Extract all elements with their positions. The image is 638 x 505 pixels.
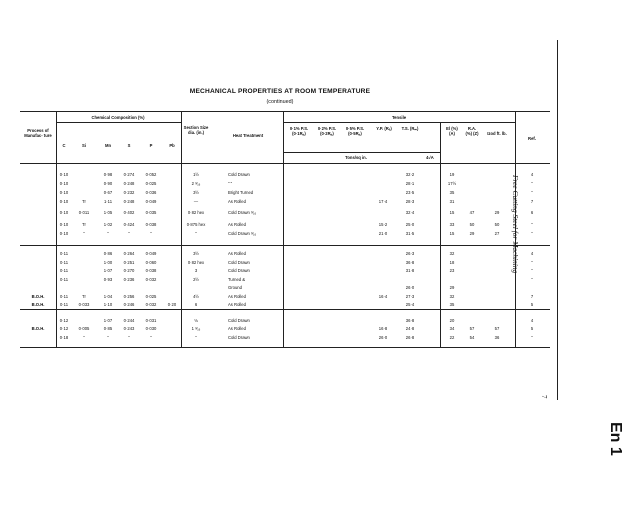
cell-s: 0·402 <box>123 210 135 215</box>
cell-ref: " <box>531 260 533 265</box>
document-id: En 1 <box>607 422 624 456</box>
cell-si: 0·005 <box>78 326 90 331</box>
cell-p: " <box>150 231 152 236</box>
cell-s: 0·264 <box>123 251 135 256</box>
cell-proc: B.O.H. <box>31 326 45 331</box>
cell-ra: 54 <box>469 335 475 340</box>
cell-pb: 0·20 <box>167 302 177 307</box>
cell-el: 33 <box>449 222 455 227</box>
cell-c: 0·10 <box>59 190 69 195</box>
cell-sec: — <box>193 199 199 204</box>
cell-c: 0·11 <box>59 302 69 307</box>
si-header: Si <box>82 143 86 148</box>
cell-c: 0·12 <box>59 318 69 323</box>
page-subtitle: (continued) <box>266 99 294 105</box>
ps05-header: 0·5% P.S. (0·5Rₚ) <box>345 126 365 136</box>
cell-sec: 1½ <box>193 172 199 177</box>
cell-ref: 4 <box>530 172 534 177</box>
col-rule <box>181 111 182 347</box>
cell-si: Tr <box>82 294 86 299</box>
cell-ts: 23·5 <box>405 190 415 195</box>
cell-el: 35 <box>449 190 455 195</box>
cell-ht: As Rolled <box>228 199 246 204</box>
cell-proc: B.O.H. <box>31 294 45 299</box>
cell-sec: 0·875 hex <box>186 222 206 227</box>
cell-el: 22 <box>449 335 455 340</box>
cell-s: 0·236 <box>123 277 135 282</box>
cell-el: 15 <box>449 231 455 236</box>
cell-sec: 3½ <box>193 251 199 256</box>
cell-ts: 27·3 <box>405 294 415 299</box>
tons-rule <box>283 152 440 153</box>
cell-izod: 36 <box>494 335 500 340</box>
cell-s: 0·270 <box>123 268 135 273</box>
ts-header: T.S. (Rₘ) <box>401 126 419 131</box>
cell-izod: 27 <box>494 231 500 236</box>
cell-el: 18 <box>449 260 455 265</box>
cell-mn: 1·05 <box>103 210 113 215</box>
cell-p: 0·060 <box>145 260 157 265</box>
cell-ts: 31·5 <box>405 231 415 236</box>
cell-ht: " " <box>228 181 233 186</box>
cell-c: 0·11 <box>59 277 69 282</box>
cell-p: 0·025 <box>145 181 157 186</box>
cell-yp: 15·2 <box>378 222 388 227</box>
cell-ht: As Rolled <box>228 302 246 307</box>
cell-ra: 50 <box>469 222 475 227</box>
cell-p: 0·032 <box>145 277 157 282</box>
cell-s: 0·232 <box>123 190 135 195</box>
cell-sec: 2 ³⁄₁₆ <box>191 181 201 186</box>
cell-yp: 17·4 <box>378 199 388 204</box>
cell-ref: " <box>531 190 533 195</box>
cell-s: 0·248 <box>123 199 135 204</box>
margin-rule <box>557 40 558 400</box>
cell-yp: 16·4 <box>378 294 388 299</box>
cell-ts: 32·2 <box>405 172 415 177</box>
cell-mn: 1·02 <box>103 222 113 227</box>
cell-mn: 1·11 <box>103 199 113 204</box>
section-header: Section Size dia. (in.) <box>183 125 209 135</box>
cell-sec: ⅛ <box>194 318 198 323</box>
cell-mn: 0·98 <box>103 172 113 177</box>
cell-ht: Cold Drawn ³⁄₁₆ <box>228 210 257 215</box>
cell-ts: 31·8 <box>405 268 415 273</box>
cell-sec: 3 <box>194 268 198 273</box>
cell-ra: 29 <box>469 231 475 236</box>
cell-mn: 1·10 <box>103 302 113 307</box>
cell-ts: 26·8 <box>405 335 415 340</box>
cell-sec: 0·82 hex <box>187 260 205 265</box>
cell-c: 0·18 <box>59 335 69 340</box>
cell-el: 19 <box>449 172 455 177</box>
cell-izod: 50 <box>494 222 500 227</box>
cell-p: 0·052 <box>145 172 157 177</box>
cell-sec: 3½ <box>193 190 199 195</box>
cell-ts: 25·0 <box>405 222 415 227</box>
cell-c: 0·12 <box>59 326 69 331</box>
cell-c: 0·10 <box>59 231 69 236</box>
cell-p: " <box>150 335 152 340</box>
cell-ref: " <box>531 222 533 227</box>
table-bottom-rule <box>20 347 550 348</box>
cell-ts: 26·0 <box>405 285 415 290</box>
cell-mn: 0·85 <box>103 326 113 331</box>
cell-sec: 2½ <box>193 277 199 282</box>
cell-ref: 7 <box>530 294 534 299</box>
cell-izod: 29 <box>494 210 500 215</box>
cell-ts: 36·8 <box>405 260 415 265</box>
cell-mn: 1·07 <box>103 318 113 323</box>
col-rule <box>283 111 284 347</box>
cell-ht: Cold Drawn <box>228 318 250 323</box>
cell-si: " <box>83 231 85 236</box>
cell-c: 0·11 <box>59 251 69 256</box>
cell-c: 0·10 <box>59 222 69 227</box>
cell-ref: 6 <box>530 210 534 215</box>
cell-s: " <box>128 231 130 236</box>
cell-ts: 25·4 <box>405 302 415 307</box>
cell-mn: 0·93 <box>103 277 113 282</box>
cell-ref: 5 <box>530 302 534 307</box>
ref-header: Ref. <box>528 136 536 141</box>
cell-el: 23 <box>449 268 455 273</box>
cell-ts: 32·4 <box>405 210 415 215</box>
group-rule-1 <box>20 245 550 246</box>
cell-p: 0·035 <box>145 210 157 215</box>
cell-ts: 26·3 <box>405 251 415 256</box>
cell-sec: " <box>195 231 197 236</box>
cell-ht: As Rolled <box>228 326 246 331</box>
cell-ra: 47 <box>469 210 475 215</box>
cell-ref: " <box>531 181 533 186</box>
cell-s: 0·251 <box>123 260 135 265</box>
yp-header: Y.P. (Rₑ) <box>376 126 392 131</box>
ra-header: R.A. (%) (Z) <box>465 126 479 136</box>
cell-si: Tr <box>82 199 86 204</box>
cell-ts: 28·3 <box>405 199 415 204</box>
page-number: 7 <box>540 395 548 399</box>
cell-mn: " <box>107 231 109 236</box>
cell-s: 0·244 <box>123 318 135 323</box>
cell-s: 0·424 <box>123 222 135 227</box>
cell-c: 0·11 <box>59 268 69 273</box>
cell-ht: Turned & <box>228 277 246 282</box>
area-header: 4√A <box>426 155 434 160</box>
cell-sec: 4½ <box>193 294 199 299</box>
cell-sec: " <box>195 335 197 340</box>
cell-p: 0·031 <box>145 318 157 323</box>
cell-mn: 1·00 <box>103 260 113 265</box>
cell-mn: 0·67 <box>103 190 113 195</box>
cell-mn: 1·07 <box>103 268 113 273</box>
cell-si: " <box>83 335 85 340</box>
cell-ref: " <box>531 335 533 340</box>
cell-c: 0·10 <box>59 210 69 215</box>
cell-p: 0·030 <box>145 326 157 331</box>
page-title: MECHANICAL PROPERTIES AT ROOM TEMPERATURE <box>189 88 371 95</box>
cell-mn: 0·90 <box>103 181 113 186</box>
cell-el: 15 <box>449 210 455 215</box>
cell-p: 0·025 <box>145 294 157 299</box>
c-header: C <box>62 143 66 148</box>
cell-p: 0·049 <box>145 199 157 204</box>
cell-el: 31 <box>449 199 455 204</box>
s-header: S <box>127 143 131 148</box>
cell-si: 0·011 <box>78 210 90 215</box>
cell-el: 32 <box>449 294 455 299</box>
cell-c: 0·11 <box>59 294 69 299</box>
heat-header: Heat Treatment <box>232 133 264 138</box>
cell-ht: Bright Turned <box>228 190 254 195</box>
cell-el: 35 <box>449 302 455 307</box>
cell-s: 0·246 <box>123 302 135 307</box>
cell-c: 0·10 <box>59 199 69 204</box>
header-bottom-rule <box>20 163 550 164</box>
cell-ht: Cold Drawn <box>228 335 250 340</box>
cell-ref: 5 <box>530 326 534 331</box>
process-header: Process of Manufac- ture <box>24 128 52 138</box>
cell-ref: 7 <box>530 199 534 204</box>
cell-p: 0·038 <box>145 222 157 227</box>
p-header: P <box>149 143 153 148</box>
table-top-rule <box>20 111 550 112</box>
mn-header: Mn <box>104 143 112 148</box>
cell-ht: Cold Drawn <box>228 172 250 177</box>
cell-p: 0·032 <box>145 302 157 307</box>
tensile-group-header: Tensile <box>391 115 407 120</box>
ps01-header: 0·1% P.S. (0·1Rₚ) <box>289 126 309 136</box>
cell-ts: 28·1 <box>405 181 415 186</box>
cell-el: 32 <box>449 251 455 256</box>
el-header: El (%) (A) <box>446 126 458 136</box>
cell-si: 0·033 <box>78 302 90 307</box>
cell-yp: 21·0 <box>378 231 388 236</box>
cell-mn: " <box>107 335 109 340</box>
tensile-group-rule <box>283 122 515 123</box>
cell-s: 0·243 <box>123 326 135 331</box>
col-rule <box>440 122 441 347</box>
cell-el: 34 <box>449 326 455 331</box>
cell-el: 17½ <box>447 181 457 186</box>
cell-ht: Cold Drawn <box>228 260 250 265</box>
cell-mn: 0·86 <box>103 251 113 256</box>
pb-header: Pb <box>169 143 175 148</box>
cell-si: Tr <box>82 222 86 227</box>
cell-ref: " <box>531 277 533 282</box>
cell-sec: 1 ³⁄₁₆ <box>191 326 201 331</box>
cell-ref: 4 <box>530 318 534 323</box>
cell-s: " <box>128 335 130 340</box>
group-rule-2 <box>20 309 550 310</box>
cell-ht: Cold Drawn ³⁄₁₆ <box>228 231 257 236</box>
cell-ht: As Rolled <box>228 251 246 256</box>
cell-s: 0·256 <box>123 294 135 299</box>
cell-yp: 26·0 <box>378 335 388 340</box>
side-heading: Free Cutting Steel for Machining <box>511 175 520 274</box>
cell-el: 29 <box>449 285 455 290</box>
cell-ts: 24·8 <box>405 326 415 331</box>
cell-c: 0·11 <box>59 260 69 265</box>
cell-proc: B.O.H. <box>31 302 45 307</box>
cell-ht: As Rolled <box>228 294 246 299</box>
cell-s: 0·248 <box>123 181 135 186</box>
cell-p: 0·038 <box>145 268 157 273</box>
cell-el: 20 <box>449 318 455 323</box>
cell-sec: 0·82 hex <box>187 210 205 215</box>
cell-p: 0·049 <box>145 251 157 256</box>
chem-group-header: Chemical Composition (%) <box>91 115 145 120</box>
tons-header: Tons/sq in. <box>345 155 367 160</box>
cell-yp: 16·8 <box>378 326 388 331</box>
cell-ref: 4 <box>530 251 534 256</box>
cell-c: 0·10 <box>59 181 69 186</box>
properties-table <box>20 111 550 365</box>
cell-c: 0·10 <box>59 172 69 177</box>
cell-ts: 36·8 <box>405 318 415 323</box>
chem-group-rule <box>56 122 181 123</box>
col-rule <box>56 111 57 347</box>
cell-ref: " <box>531 231 533 236</box>
cell-ra: 57 <box>469 326 475 331</box>
cell-ht: Ground <box>228 285 242 290</box>
ps02-header: 0·2% P.S. (0·2Rₚ) <box>317 126 337 136</box>
cell-p: 0·036 <box>145 190 157 195</box>
cell-mn: 1·04 <box>103 294 113 299</box>
cell-sec: 6 <box>194 302 198 307</box>
cell-ht: As Rolled <box>228 222 246 227</box>
cell-izod: 57 <box>494 326 500 331</box>
cell-ref: " <box>531 268 533 273</box>
cell-s: 0·274 <box>123 172 135 177</box>
cell-ht: Cold Drawn <box>228 268 250 273</box>
izod-header: Izod ft. lb. <box>487 131 507 136</box>
